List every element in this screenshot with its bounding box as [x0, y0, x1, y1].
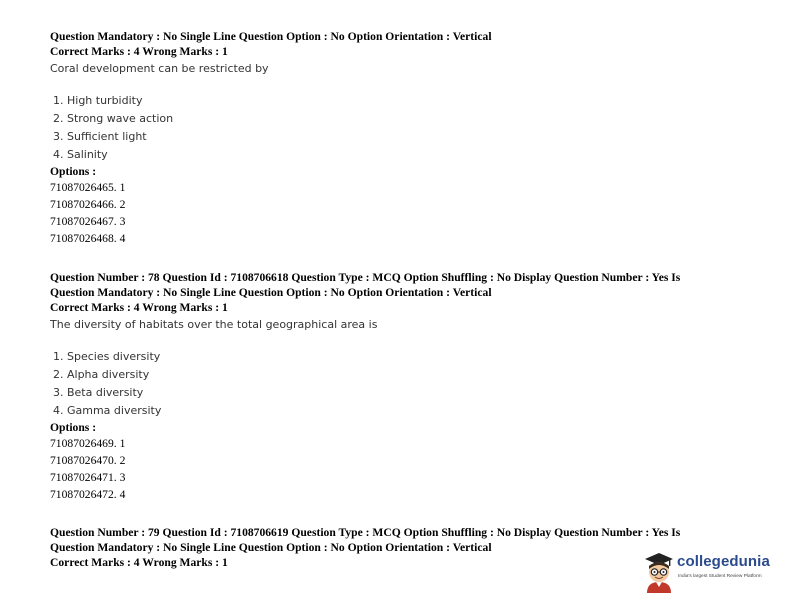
- option-id-item: 71087026466. 2: [50, 198, 126, 211]
- choice-item: 1. Species diversity: [53, 350, 161, 363]
- question-block-77: [50, 29, 750, 247]
- options-heading: Options :: [50, 165, 97, 178]
- question-meta-line: Question Mandatory : No Single Line Question Option : No Option Orientation : Vertical: [50, 286, 492, 299]
- question-meta-line: Question Number : 79 Question Id : 7108706619 Question Type : MCQ Option Shuffling : No Display Question Number : Yes Is: [50, 526, 681, 539]
- question-meta-line: Question Mandatory : No Single Line Question Option : No Option Orientation : Vertical: [50, 541, 492, 554]
- logo-wordmark: collegedunia: [677, 553, 770, 570]
- question-meta-line: Question Number : 78 Question Id : 7108706618 Question Type : MCQ Option Shuffling : No Display Question Number : Yes Is: [50, 271, 681, 284]
- choice-item: 4. Gamma diversity: [53, 404, 162, 417]
- options-heading: Options :: [50, 421, 97, 434]
- collegedunia-logo: [639, 549, 789, 593]
- option-id-item: 71087026470. 2: [50, 454, 126, 467]
- option-id-item: 71087026472. 4: [50, 488, 126, 501]
- option-id-item: 71087026467. 3: [50, 215, 126, 228]
- option-id-item: 71087026465. 1: [50, 181, 126, 194]
- marks-line: Correct Marks : 4 Wrong Marks : 1: [50, 45, 228, 58]
- marks-line: Correct Marks : 4 Wrong Marks : 1: [50, 556, 228, 569]
- choice-item: 4. Salinity: [53, 148, 108, 161]
- question-text: Coral development can be restricted by: [50, 62, 269, 75]
- choice-item: 1. High turbidity: [53, 94, 143, 107]
- option-id-item: 71087026469. 1: [50, 437, 126, 450]
- choice-item: 3. Sufficient light: [53, 130, 147, 143]
- choice-item: 2. Strong wave action: [53, 112, 174, 125]
- question-meta-line: Question Mandatory : No Single Line Question Option : No Option Orientation : Vertical: [50, 30, 492, 43]
- option-id-list: [50, 179, 750, 247]
- marks-line: Correct Marks : 4 Wrong Marks : 1: [50, 301, 228, 314]
- logo-tagline: India's largest Student Review Platform: [678, 574, 762, 579]
- option-id-list: [50, 435, 750, 503]
- question-text: The diversity of habitats over the total geographical area is: [50, 318, 378, 331]
- option-id-item: 71087026471. 3: [50, 471, 126, 484]
- option-id-item: 71087026468. 4: [50, 232, 126, 245]
- choice-list: [50, 348, 750, 420]
- question-block-78: [50, 270, 750, 503]
- choice-item: 3. Beta diversity: [53, 386, 144, 399]
- graduate-mascot-icon: [639, 549, 677, 593]
- choice-list: [50, 92, 750, 164]
- choice-item: 2. Alpha diversity: [53, 368, 150, 381]
